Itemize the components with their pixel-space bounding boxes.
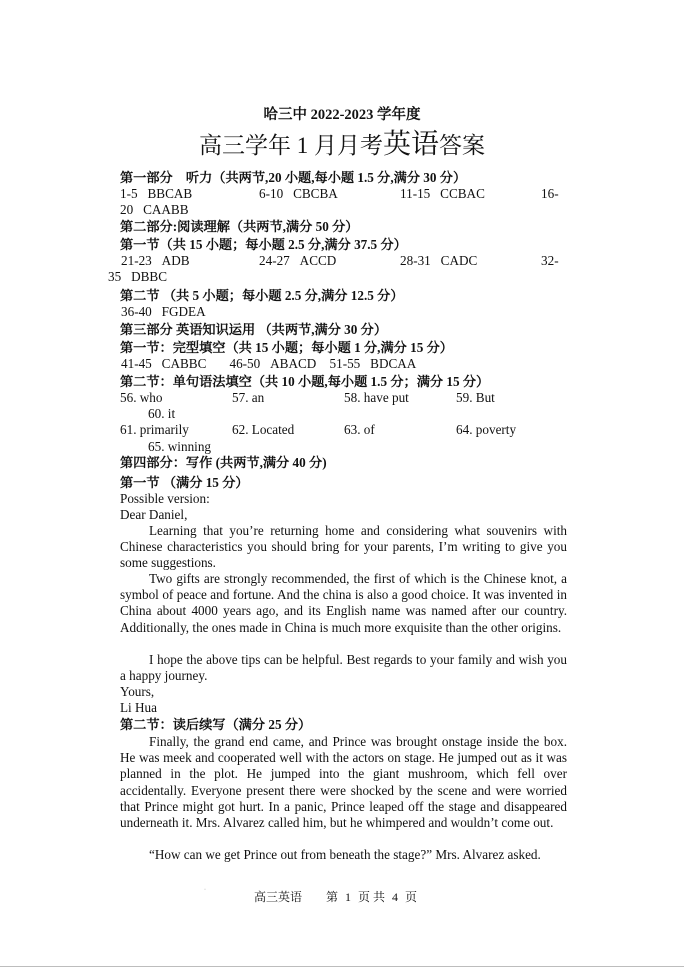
story-paragraph: “How can we get Prince out from beneath the stage?” Mrs. Alvarez asked.	[149, 847, 541, 862]
part3-heading: 第三部分 英语知识运用 （共两节,满分 30 分）	[120, 322, 388, 337]
footer-page-label-mid: 页 共	[358, 890, 386, 904]
answer-group: 21-23 ADB	[121, 253, 190, 268]
answer-group: 16-	[541, 186, 559, 201]
grammar-answer: 57. an	[232, 390, 265, 405]
page-title	[0, 128, 684, 163]
part4-heading: 第四部分：写作 (共两节,满分 40 分)	[120, 455, 327, 470]
answer-group: 1-5 BBCAB	[120, 186, 193, 201]
part3-section2-heading: 第二节：单句语法填空（共 10 小题,每小题 1.5 分；满分 15 分）	[120, 374, 490, 389]
part2-section2-heading: 第二节 （共 5 小题；每小题 2.5 分,满分 12.5 分）	[120, 288, 404, 303]
part2-section1-heading: 第一节（共 15 小题；每小题 2.5 分,满分 37.5 分）	[120, 237, 407, 252]
possible-version-label: Possible version:	[120, 491, 210, 506]
grammar-answer: 64. poverty	[456, 422, 517, 437]
footer-page-label-post: 页	[405, 890, 418, 904]
answer-group: 24-27 ACCD	[259, 253, 337, 268]
answer-group: 28-31 CADC	[400, 253, 478, 268]
letter-paragraph: Two gifts are strongly recommended, the first of which is the Chinese knot, a symbol of peace and fortune. And the china is also a good choice. It was invented in China about 4000 years ago, and its English name was named after our country. Additionally, the ones made in China is much more exquisite than the other origins.	[120, 571, 567, 635]
answer-group: 41-45 CABBC 46-50 ABACD 51-55 BDCAA	[121, 356, 417, 371]
answer-group: 11-15 CCBAC	[400, 186, 485, 201]
answer-group: 20 CAABB	[120, 202, 189, 217]
title-subject: 英语	[382, 129, 439, 160]
footer-total-pages: 4	[392, 890, 399, 904]
title-suffix: 答案	[439, 133, 485, 158]
answer-group: 35 DBBC	[108, 269, 167, 284]
grammar-answer: 62. Located	[232, 422, 295, 437]
part4-section1-heading: 第一节 （满分 15 分）	[120, 475, 249, 490]
answer-group: 6-10 CBCBA	[259, 186, 338, 201]
letter-signature: Li Hua	[120, 700, 157, 715]
scan-dot: ·	[204, 887, 206, 893]
footer-subject: 高三英语	[254, 890, 303, 904]
grammar-answer: 60. it	[148, 406, 176, 421]
grammar-answer: 65. winning	[148, 439, 212, 454]
footer-page-number: 1	[345, 890, 352, 904]
part2-heading: 第二部分:阅读理解（共两节,满分 50 分）	[120, 219, 359, 234]
answer-group: 32-	[541, 253, 559, 268]
letter-greeting: Dear Daniel,	[120, 507, 188, 522]
school-year-line: 哈三中 2022-2023 学年度	[263, 107, 421, 123]
page-footer	[254, 889, 417, 905]
grammar-answer: 61. primarily	[120, 422, 189, 437]
answer-group: 36-40 FGDEA	[121, 304, 206, 319]
part3-section1-heading: 第一节：完型填空（共 15 小题；每小题 1 分,满分 15 分）	[120, 340, 453, 355]
grammar-answer: 58. have put	[344, 390, 409, 405]
part1-heading: 第一部分 听力（共两节,20 小题,每小题 1.5 分,满分 30 分）	[120, 170, 467, 185]
grammar-answer: 63. of	[344, 422, 375, 437]
title-prefix: 高三学年 1 月月考	[198, 133, 383, 158]
letter-paragraph: I hope the above tips can be helpful. Best regards to your family and wish you a happy journey.	[120, 652, 567, 684]
letter-paragraph: Learning that you’re returning home and considering what souvenirs with Chinese characteristics you should bring for your parents, I’m writing to give you some suggestions.	[120, 523, 567, 571]
footer-page-label-pre: 第	[326, 890, 339, 904]
grammar-answer: 56. who	[120, 390, 163, 405]
grammar-answer: 59. But	[456, 390, 495, 405]
letter-closing: Yours,	[120, 684, 155, 699]
part4-section2-heading: 第二节：读后续写（满分 25 分）	[120, 717, 312, 732]
story-paragraph: Finally, the grand end came, and Prince was brought onstage inside the box. He was meek and cooperated well with the actors on stage. He jumped out as it was planned in the plot. He jumped into the giant mushroom, which fell over accidentally. Everyone present there were shocked by the scene and were worried that Prince might got hurt. In a panic, Prince leaped off the stage and disappeared underneath it. Mrs. Alvarez called him, but he whimpered and wouldn’t come out.	[120, 734, 567, 831]
